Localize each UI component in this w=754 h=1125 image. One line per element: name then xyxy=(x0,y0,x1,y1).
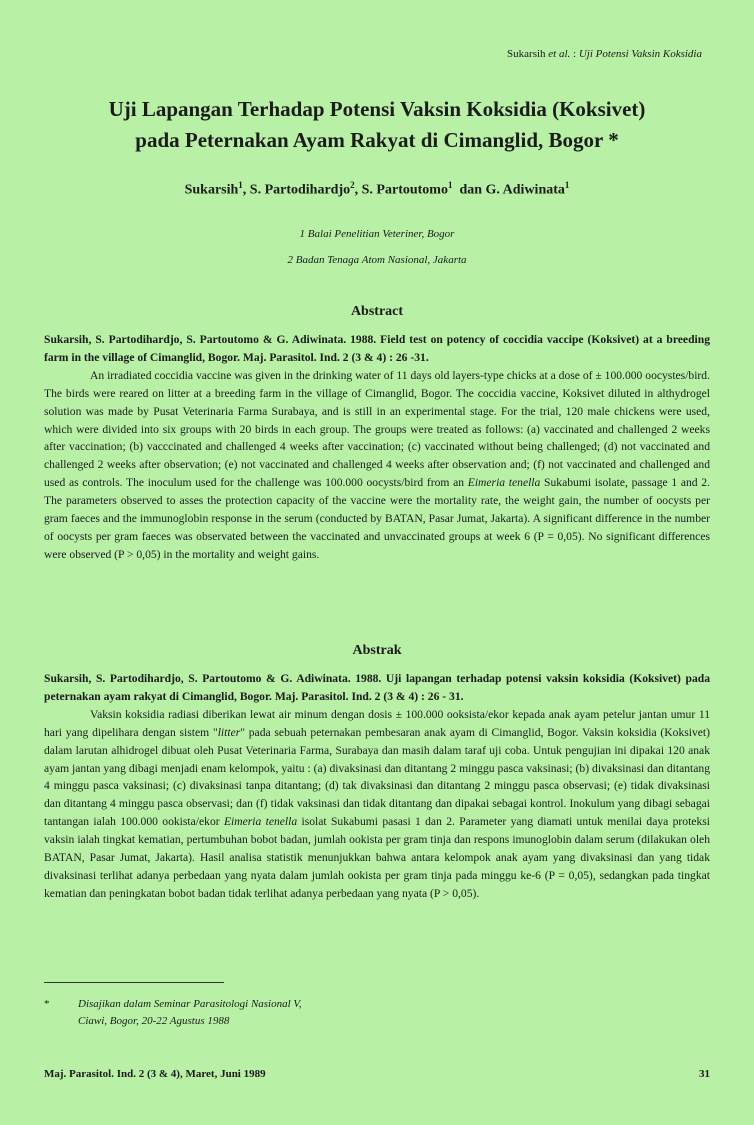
page-number: 31 xyxy=(699,1068,710,1080)
abstrak-block xyxy=(44,670,710,903)
abstract-citation: Sukarsih, S. Partodihardjo, S. Partoutomo & G. Adiwinata. 1988. Field test on potency of coccidia vaccipe (Koksivet) at a breeding farm in the village of Cimanglid, Bogor. Maj. Parasitol. Ind. 2 (3 & 4) : 26 -31. xyxy=(44,333,710,364)
abstrak-body xyxy=(44,706,710,903)
abstract-text-2: Sukabumi isolate, passage 1 and 2. The parameters observed to asses the protection capacity of the vaccine were the mortality rate, the weight gain, the number of oocysts per gram faeces and the immunoglobin response in the serum (conducted by BATAN, Pasar Jumat, Jakarta). A significant difference in the number of oocysts per gram faeces was observated between the vaccinated and unvaccinated groups at week 6 (P = 0,05). No significant differences were observed (P > 0,05) in the mortality and weight gains. xyxy=(44,476,710,561)
footnote xyxy=(44,996,544,1030)
title-line-1: Uji Lapangan Terhadap Potensi Vaksin Koksidia (Koksivet) xyxy=(108,97,646,121)
abstrak-litter: litter xyxy=(217,725,241,739)
author-list xyxy=(40,180,714,199)
running-head-etal: et al. xyxy=(548,48,571,60)
abstract-body xyxy=(44,367,710,564)
abstrak-text-3: isolat Sukabumi pasasi 1 dan 2. Parameter yang diamati untuk menilai daya proteksi vaksin ialah tingkat kematian, pertumbuhan bobot badan, jumlah ookista per gram tinja dan respons imunoglobin dalam serum (dilakukan oleh BATAN, Pasar Jumat, Jakarta). Hasil analisa statistik menunjukkan bahwa antara kelompok anak ayam yang divaksinasi dan yang tidak divaksinasi terlihat adanya perbedaan yang nyata dalam jumlah ookista per gram tinja pada minggu ke-6 (P = 0,05), sedangkan pada tingkat kematian dan peningkatan bobot badan tidak terlihat adanya perbedaan yang nyata (P > 0,05). xyxy=(44,815,710,900)
footnote-marker: * xyxy=(44,998,50,1010)
abstrak-text-2: " pada sebuah peternakan pembesaran anak ayam di Cimanglid, Bogor. Vaksin koksidia (Koksivet) dalam larutan alhidrogel dibuat oleh Pusat Veterinaria Farma, Surabaya dan masih dalam taraf uji coba. Untuk pengujian ini dipakai 120 anak ayam jantan yang dibagi menjadi enam kelompok, yaitu : (a) divaksinasi dan ditantang 2 minggu pasca vaksinasi; (b) divaksinasi dan ditantang 4 minggu pasca vaksinasi; (c) divaksinasi tanpa ditantang; (d) tak divaksinasi dan ditantang 2 minggu pasca observasi; (e) tidak divaksinasi dan ditantang 4 minggu pasca observasi; dan (f) tidak vaksinasi dan tidak ditantang dan dipakai sebagai kontrol. Inokulum yang dibagi sebagai tantangan ialah 100.000 ookista/ekor xyxy=(44,725,711,829)
author-3-affil: 1 xyxy=(447,180,453,190)
abstrak-species: Eimeria tenella xyxy=(223,815,298,829)
running-head-sep: : xyxy=(570,48,579,60)
abstract-species: Eimeria tenella xyxy=(467,476,541,490)
author-4: dan G. Adiwinata xyxy=(452,182,565,198)
footnote-line-2: Ciawi, Bogor, 20-22 Agustus 1988 xyxy=(78,1015,230,1027)
author-2: , S. Partodihardjo xyxy=(242,182,351,198)
author-2-affil: 2 xyxy=(350,180,355,190)
author-4-affil: 1 xyxy=(564,180,570,190)
running-head xyxy=(507,48,702,60)
abstract-text-1: An irradiated coccidia vaccine was given in the drinking water of 11 days old layers-type chicks at a dose of ± 100.000 oocystes/bird. The birds were reared on litter at a breeding farm in the village of Cimanglid, Bogor. The coccidia vaccine, Koksivet diluted in althydrogel solution was made by Pusat Veterinaria Farma Surabaya, and is still in an experimental stage. For the trial, 120 male chickens were used, which were divided into six groups with 20 birds in each group. The groups were treated as follows: (a) vaccinated and challenged 2 weeks after vaccination; (b) vacccinated and challenged 4 weeks after vaccination; (c) vaccinated without being challenged; (d) not vaccinated and challenged 2 weeks after observation; (e) not vaccinated and challenged 4 weeks after observation and; (f) not vaccinated and challenged and used as controls. The inoculum used for the challenge was 100.000 oocysts/bird from an xyxy=(44,368,710,490)
footnote-line-1: Disajikan dalam Seminar Parasitologi Nasional V, xyxy=(78,998,302,1010)
author-1: Sukarsih xyxy=(184,182,239,198)
abstract-heading: Abstract xyxy=(350,304,404,319)
paper-title xyxy=(40,94,714,156)
abstrak-citation: Sukarsih, S. Partodihardjo, S. Partoutomo & G. Adiwinata. 1988. Uji lapangan terhadap potensi vaksin koksidia (Koksivet) pada peternakan ayam rakyat di Cimanglid, Bogor. Maj. Parasitol. Ind. 2 (3 & 4) : 26 - 31. xyxy=(44,672,710,703)
running-head-author: Sukarsih xyxy=(507,48,546,60)
title-line-2: pada Peternakan Ayam Rakyat di Cimanglid, Bogor * xyxy=(135,128,619,152)
running-head-title: Uji Potensi Vaksin Koksidia xyxy=(578,48,702,60)
abstract-block xyxy=(44,331,710,564)
abstrak-heading: Abstrak xyxy=(352,643,402,658)
affiliation-2: 2 Badan Tenaga Atom Nasional, Jakarta xyxy=(287,254,467,266)
abstrak-text-1: Vaksin koksidia radiasi diberikan lewat air minum dengan dosis ± 100.000 ooksista/ekor kepada anak ayam petelur jantan umur 11 hari yang dipelihara dengan sistem " xyxy=(44,707,710,739)
author-1-affil: 1 xyxy=(238,180,243,190)
author-3: , S. Partoutomo xyxy=(354,182,448,198)
journal-footer: Maj. Parasitol. Ind. 2 (3 & 4), Maret, Juni 1989 xyxy=(44,1068,266,1080)
footnote-divider xyxy=(44,982,224,983)
affiliation-1: 1 Balai Penelitian Veteriner, Bogor xyxy=(299,228,455,240)
